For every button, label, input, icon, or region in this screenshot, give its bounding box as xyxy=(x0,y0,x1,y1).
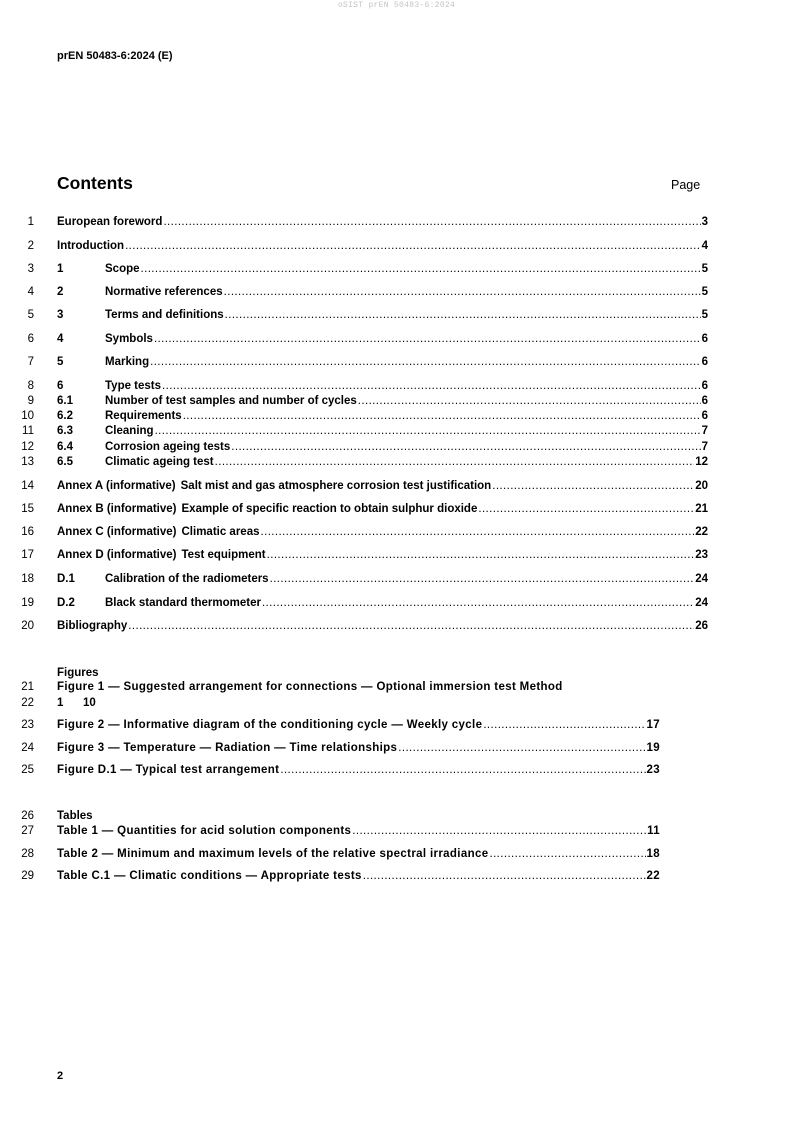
toc-page: 24 xyxy=(695,573,708,585)
toc-title: Cleaning xyxy=(105,425,154,437)
toc-entry[interactable] xyxy=(57,619,708,633)
line-number: 21 xyxy=(21,681,34,693)
toc-entry-annex-d[interactable] xyxy=(57,548,708,562)
toc-page: 7 xyxy=(701,425,708,437)
toc-title: Symbols xyxy=(105,333,153,345)
toc-title xyxy=(57,548,266,562)
toc-page: 24 xyxy=(695,597,708,609)
figure-entry[interactable] xyxy=(57,741,660,755)
figure-page: 23 xyxy=(646,764,660,776)
line-number: 19 xyxy=(21,597,34,609)
figure-1-page: 10 xyxy=(83,697,96,709)
leader-dots xyxy=(483,718,645,732)
leader-dots xyxy=(352,824,646,838)
toc-title: Scope xyxy=(105,263,140,275)
toc-title: Bibliography xyxy=(57,620,128,632)
annex-prefix: Annex D (informative) xyxy=(57,549,177,561)
leader-dots xyxy=(262,596,694,610)
figure-title: Figure 2 — Informative diagram of the conditioning cycle — Weekly cycle xyxy=(57,719,483,731)
toc-number: 6.1 xyxy=(57,395,73,407)
line-number: 18 xyxy=(21,573,34,585)
toc-title xyxy=(57,502,477,516)
toc-page: 6 xyxy=(701,410,708,422)
leader-dots xyxy=(183,409,701,423)
toc-entry[interactable] xyxy=(57,379,708,393)
toc-entry-annex-a[interactable] xyxy=(57,479,708,493)
toc-page: 20 xyxy=(695,480,708,492)
toc-entry[interactable] xyxy=(57,409,708,423)
toc-title: Type tests xyxy=(105,380,162,392)
leader-dots xyxy=(224,285,701,299)
leader-dots xyxy=(398,741,645,755)
toc-number: 6.3 xyxy=(57,425,73,437)
annex-title: Salt mist and gas atmosphere corrosion test justification xyxy=(180,480,492,492)
toc-page: 5 xyxy=(701,286,708,298)
line-number: 24 xyxy=(21,742,34,754)
toc-number: 2 xyxy=(57,286,64,298)
leader-dots xyxy=(162,379,701,393)
figure-page: 17 xyxy=(646,719,660,731)
table-title: Table C.1 — Climatic conditions — Appropriate tests xyxy=(57,870,362,882)
line-number: 29 xyxy=(21,870,34,882)
annex-prefix: Annex A (informative) xyxy=(57,480,176,492)
leader-dots xyxy=(358,394,701,408)
leader-dots xyxy=(231,440,700,454)
toc-title: Introduction xyxy=(57,240,125,252)
line-number: 17 xyxy=(21,549,34,561)
toc-title: Normative references xyxy=(105,286,223,298)
leader-dots xyxy=(280,763,645,777)
line-number: 22 xyxy=(21,697,34,709)
toc-page: 5 xyxy=(701,263,708,275)
toc-page: 22 xyxy=(695,526,708,538)
toc-page: 26 xyxy=(695,620,708,632)
line-number: 14 xyxy=(21,480,34,492)
toc-number: D.2 xyxy=(57,597,75,609)
annex-prefix: Annex C (informative) xyxy=(57,526,177,538)
toc-title: Requirements xyxy=(105,410,182,422)
leader-dots xyxy=(141,262,701,276)
toc-number: 4 xyxy=(57,333,64,345)
toc-number: 1 xyxy=(57,263,64,275)
table-entry[interactable] xyxy=(57,869,660,883)
toc-entry[interactable] xyxy=(57,308,708,322)
toc-entry[interactable] xyxy=(57,355,708,369)
toc-page: 6 xyxy=(701,380,708,392)
line-number: 6 xyxy=(27,333,34,345)
toc-number: 6.4 xyxy=(57,441,73,453)
line-number: 28 xyxy=(21,848,34,860)
document-header: prEN 50483-6:2024 (E) xyxy=(57,50,173,62)
figure-title: Figure 3 — Temperature — Radiation — Time relationships xyxy=(57,742,398,754)
toc-entry[interactable] xyxy=(57,596,708,610)
toc-entry[interactable] xyxy=(57,440,708,454)
line-number: 27 xyxy=(21,825,34,837)
toc-page: 5 xyxy=(701,309,708,321)
table-page: 11 xyxy=(647,825,660,837)
table-entry[interactable] xyxy=(57,847,660,861)
toc-page: 21 xyxy=(695,503,708,515)
line-number: 13 xyxy=(21,456,34,468)
toc-number: 6.5 xyxy=(57,456,73,468)
table-entry[interactable] xyxy=(57,824,660,838)
leader-dots xyxy=(225,308,701,322)
toc-title: European foreword xyxy=(57,216,163,228)
toc-entry-annex-c[interactable] xyxy=(57,525,708,539)
line-number: 4 xyxy=(27,286,34,298)
toc-page: 6 xyxy=(701,333,708,345)
table-title: Table 1 — Quantities for acid solution components xyxy=(57,825,352,837)
toc-entry[interactable] xyxy=(57,262,708,276)
figure-1-method-number: 1 xyxy=(57,697,64,709)
leader-dots xyxy=(267,548,695,562)
leader-dots xyxy=(270,572,695,586)
line-number: 7 xyxy=(27,356,34,368)
line-number: 3 xyxy=(27,263,34,275)
annex-prefix: Annex B (informative) xyxy=(57,503,177,515)
toc-entry[interactable] xyxy=(57,424,708,438)
leader-dots xyxy=(478,502,694,516)
line-number: 10 xyxy=(21,410,34,422)
annex-title: Climatic areas xyxy=(181,526,260,538)
line-number: 1 xyxy=(27,216,34,228)
leader-dots xyxy=(363,869,646,883)
tables-heading: Tables xyxy=(57,810,93,822)
line-number: 2 xyxy=(27,240,34,252)
toc-entry[interactable] xyxy=(57,332,708,346)
footer-page-number: 2 xyxy=(57,1070,64,1082)
leader-dots xyxy=(128,619,694,633)
toc-number: 6.2 xyxy=(57,410,73,422)
toc-page: 6 xyxy=(701,356,708,368)
toc-page: 6 xyxy=(701,395,708,407)
leader-dots xyxy=(150,355,701,369)
figure-1-continuation xyxy=(57,696,96,710)
annex-title: Test equipment xyxy=(181,549,266,561)
leader-dots xyxy=(492,479,694,493)
toc-title: Climatic ageing test xyxy=(105,456,214,468)
leader-dots xyxy=(215,455,695,469)
line-number: 5 xyxy=(27,309,34,321)
figure-1-entry[interactable]: Figure 1 — Suggested arrangement for connections — Optional immersion test Method xyxy=(57,681,563,693)
contents-title: Contents xyxy=(57,173,133,193)
page-column-label: Page xyxy=(671,178,701,192)
line-number: 20 xyxy=(21,620,34,632)
toc-title: Calibration of the radiometers xyxy=(105,573,269,585)
toc-number: D.1 xyxy=(57,573,75,585)
line-number: 16 xyxy=(21,526,34,538)
figures-heading: Figures xyxy=(57,667,99,679)
line-number: 11 xyxy=(22,425,34,437)
line-number: 23 xyxy=(21,719,34,731)
toc-entry[interactable] xyxy=(57,285,708,299)
leader-dots xyxy=(155,424,701,438)
table-page: 22 xyxy=(646,870,660,882)
leader-dots xyxy=(125,239,701,253)
toc-page: 4 xyxy=(701,240,708,252)
line-number: 25 xyxy=(21,764,34,776)
toc-title: Corrosion ageing tests xyxy=(105,441,231,453)
line-number: 8 xyxy=(27,380,34,392)
toc-title: Marking xyxy=(105,356,150,368)
toc-page: 7 xyxy=(701,441,708,453)
toc-entry[interactable] xyxy=(57,572,708,586)
toc-entry-annex-b[interactable] xyxy=(57,502,708,516)
toc-title xyxy=(57,525,260,539)
figure-page: 19 xyxy=(646,742,660,754)
toc-entry[interactable] xyxy=(57,215,708,229)
toc-entry[interactable] xyxy=(57,239,708,253)
toc-number: 6 xyxy=(57,380,64,392)
leader-dots xyxy=(154,332,701,346)
toc-title: Terms and definitions xyxy=(105,309,224,321)
toc-number: 5 xyxy=(57,356,64,368)
line-number: 15 xyxy=(21,503,34,515)
leader-dots xyxy=(163,215,700,229)
table-page: 18 xyxy=(646,848,660,860)
toc-entry[interactable] xyxy=(57,455,708,469)
toc-page: 3 xyxy=(701,216,708,228)
toc-page: 23 xyxy=(695,549,708,561)
line-number: 26 xyxy=(21,810,34,822)
toc-page: 12 xyxy=(695,456,708,468)
leader-dots xyxy=(261,525,695,539)
annex-title: Example of specific reaction to obtain sulphur dioxide xyxy=(181,503,478,515)
figure-entry[interactable] xyxy=(57,763,660,777)
line-number: 9 xyxy=(27,395,34,407)
toc-title: Number of test samples and number of cycles xyxy=(105,395,357,407)
leader-dots xyxy=(489,847,645,861)
figure-title: Figure D.1 — Typical test arrangement xyxy=(57,764,280,776)
toc-title: Black standard thermometer xyxy=(105,597,261,609)
figure-entry[interactable] xyxy=(57,718,660,732)
table-title: Table 2 — Minimum and maximum levels of the relative spectral irradiance xyxy=(57,848,489,860)
toc-entry[interactable] xyxy=(57,394,708,408)
toc-title xyxy=(57,479,491,493)
toc-number: 3 xyxy=(57,309,64,321)
line-number: 12 xyxy=(21,441,34,453)
watermark: oSIST prEN 50483-6:2024 xyxy=(337,1,456,10)
